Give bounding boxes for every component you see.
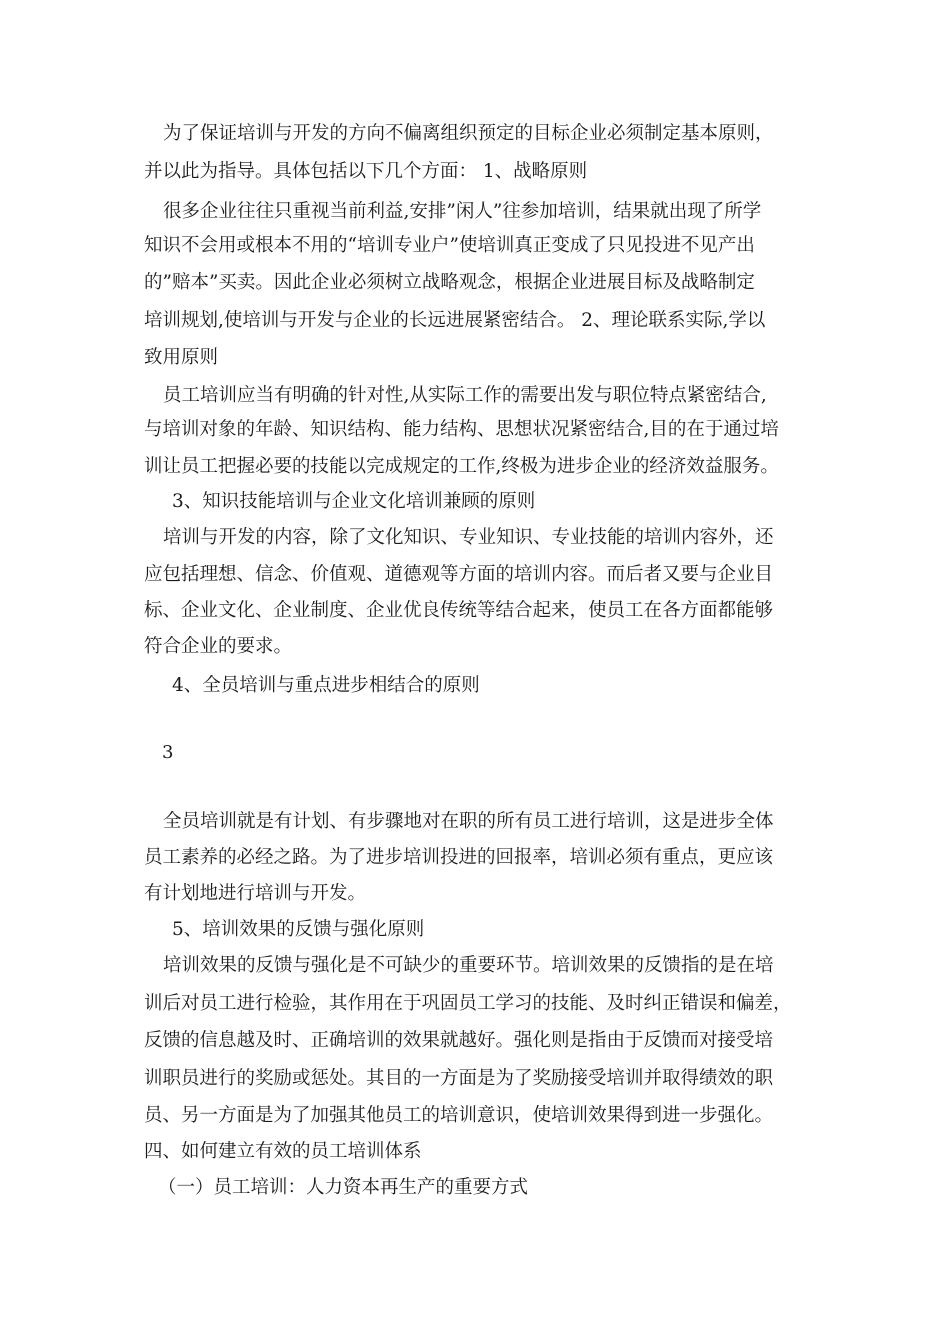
text-line: 并以此为指导。具体包括以下几个方面： 1、战略原则 [144, 161, 588, 182]
text-line: 员、另一方面是为了加强其他员工的培训意识，使培训效果得到进一步强化。 [144, 1105, 774, 1126]
page-number: 3 [162, 742, 174, 763]
chapter-heading: 四、如何建立有效的员工培训体系 [144, 1141, 422, 1162]
text-line: 标、企业文化、企业制度、企业优良传统等结合起来，使员工在各方面都能够 [144, 600, 774, 621]
text-line: 培训与开发的内容，除了文化知识、专业知识、专业技能的培训内容外，还 [163, 527, 774, 548]
text-line: 员工素养的必经之路。为了进步培训投进的回报率，培训必须有重点，更应该 [144, 847, 774, 868]
text-line: 的”赔本”买卖。因此企业必须树立战略观念，根据企业进展目标及战略制定 [144, 272, 755, 293]
text-line: 与培训对象的年龄、知识结构、能力结构、思想状况紧密结合,目的在于通过培 [144, 419, 779, 440]
subsection-heading: （一）员工培训：人力资本再生产的重要方式 [158, 1177, 529, 1198]
text-line: 培训规划,使培训与开发与企业的长远进展紧密结合。 2、理论联系实际,学以 [144, 310, 766, 331]
section-heading: 3、知识技能培训与企业文化培训兼顾的原则 [172, 491, 536, 512]
text-line: 训后对员工进行检验，其作用在于巩固员工学习的技能、及时纠正错误和偏差， [144, 993, 792, 1014]
text-line: 反馈的信息越及时、正确培训的效果就越好。强化则是指由于反馈而对接受培 [144, 1030, 774, 1051]
text-line: 很多企业往往只重视当前利益,安排”闲人”往参加培训，结果就出现了所学 [163, 201, 762, 222]
text-line: 全员培训就是有计划、有步骤地对在职的所有员工进行培训，这是进步全体 [163, 811, 774, 832]
text-line: 训职员进行的奖励或惩处。其目的一方面是为了奖励接受培训并取得绩效的职 [144, 1068, 774, 1089]
text-line: 知识不会用或根本不用的“培训专业户”使培训真正变成了只见投进不见产出 [144, 235, 755, 256]
text-line: 培训效果的反馈与强化是不可缺少的重要环节。培训效果的反馈指的是在培 [163, 955, 774, 976]
text-line: 员工培训应当有明确的针对性,从实际工作的需要出发与职位特点紧密结合, [163, 385, 767, 406]
text-line: 应包括理想、信念、价值观、道德观等方面的培训内容。而后者又要与企业目 [144, 564, 774, 585]
text-line: 符合企业的要求。 [144, 636, 293, 657]
text-line: 有计划地进行培训与开发。 [144, 883, 367, 904]
section-heading: 5、培训效果的反馈与强化原则 [172, 919, 425, 940]
section-heading: 4、全员培训与重点进步相结合的原则 [172, 675, 480, 696]
text-line: 为了保证培训与开发的方向不偏离组织预定的目标企业必须制定基本原则， [163, 123, 774, 144]
text-line: 训让员工把握必要的技能以完成规定的工作,终极为进步企业的经济效益服务。 [144, 456, 779, 477]
text-line: 致用原则 [144, 347, 219, 368]
